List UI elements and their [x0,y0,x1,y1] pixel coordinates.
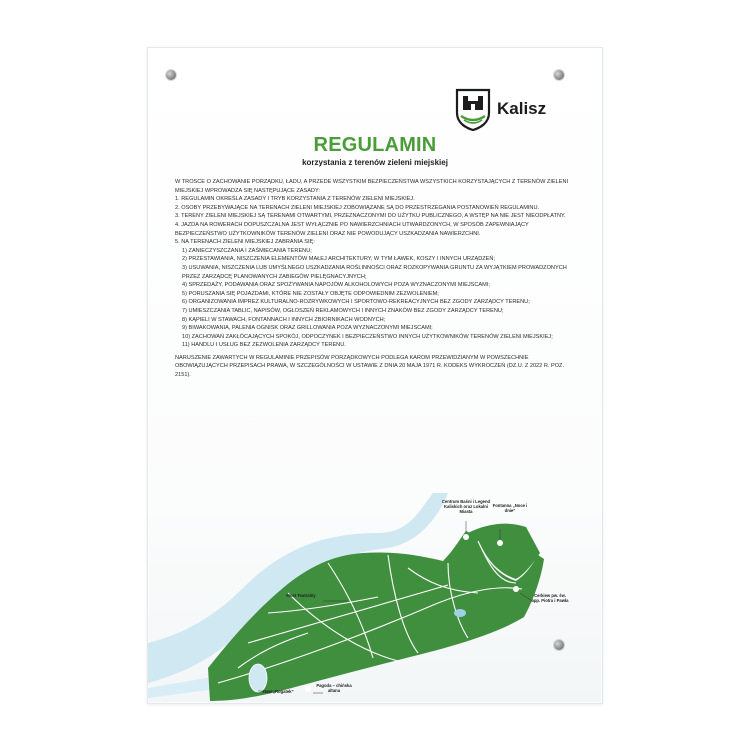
rule-item: 3. TERENY ZIELENI MIEJSKIEJ SĄ TERENAMI OTWARTYMI, PRZEZNACZONYMI DO UŻYTKU PUBLICZNEGO, A WSTĘP NA NIE JEST NIEODPŁATNY. [175,213,566,220]
screw-top-right [554,70,564,80]
rule-item: 2. OSOBY PRZEBYWAJĄCE NA TERENACH ZIELENI MIEJSKIEJ ZOBOWIĄZANE SĄ DO PRZESTRZEGANIA POSTANOWIEŃ REGULAMINU. [175,204,540,211]
rules-text [175,178,575,380]
rules-closing: NARUSZENIE ZAWARTYCH W REGULAMINIE PRZEPISÓW PORZĄDKOWYCH PODLEGA KAROM PRZEWIDZIANYM W POWSZECHNIE OBOWIĄZUJĄCYCH PRZEPISACH PRAWA, W SZCZEGÓLNOŚCI W USTAWIE Z DNIA 20 MAJA 1971 R. KODEKS WYKROCZEŃ (DZ.U. Z 2022 R. POZ. 2151). [175,354,565,379]
label-most-teatralny: Most Teatralny [286,593,316,598]
label-centrum: Centrum Baśni i Legend Kaliskich oraz Lokalni Miasta [441,499,491,514]
pond-rogatek [249,664,267,692]
kalisz-coat-of-arms-icon [455,87,491,131]
rule-subitem: 2) PRZESTAWIANIA, NISZCZENIA ELEMENTÓW MAŁEJ ARCHITEKTURY, W TYM ŁAWEK, KOSZY I INNYCH URZĄDZEŃ; [182,256,495,263]
rule-subitem: 6) ORGANIZOWANIA IMPREZ KULTURALNO-ROZRYWKOWYCH I SPORTOWO-REKREACYJNYCH BEZ ZGODY ZARZĄDCY TERENU; [182,299,530,306]
cerkiew-marker [513,586,519,592]
park-map [148,493,602,703]
pagoda-marker [305,686,311,692]
rule-subitem: 7) UMIESZCZANIA TABLIC, NAPISÓW, OGŁOSZEŃ REKLAMOWYCH I INNYCH ZNAKÓW BEZ ZGODY ZARZĄDCY TERENU; [182,307,504,314]
label-cerkiew: Cerkiew pw. św. app. Piotra i Pawła [531,593,569,603]
label-pagoda: Pagoda – chińska altana [316,683,352,693]
rule-subitem: 10) ZACHOWAŃ ZAKŁÓCAJĄCYCH SPOKÓJ, ODPOCZYNEK I BEZPIECZEŃSTWO INNYCH UŻYTKOWNIKÓW TERENÓW ZIELENI MIEJSKIEJ; [182,333,553,340]
screw-top-left [166,70,176,80]
rule-item: 4. JAZDA NA ROWERACH DOPUSZCZALNA JEST WYŁĄCZNIE PO NAWIERZCHNIACH UTWARDZONYCH, W SPOSÓB ZAPEWNIAJĄCY BEZPIECZEŃSTWO UŻYTKOWNIKÓW TERENÓW ZIELENI ORAZ NIE POWODUJĄCY USZKADZANIA NAWIERZCHNI. [175,221,529,237]
rule-subitem: 4) SPRZEDAŻY, PODAWANIA ORAZ SPOŻYWANIA NAPOJÓW ALKOHOLOWYCH POZA WYZNACZONYMI MIEJSCAMI; [182,282,490,289]
rule-subitem: 11) HANDLU I USŁUG BEZ ZEZWOLENIA ZARZĄDCY TERENU. [182,342,346,349]
page-subtitle: korzystania z terenów zieleni miejskiej [302,158,448,167]
rule-item: 1. REGULAMIN OKREŚLA ZASADY I TRYB KORZYSTANIA Z TERENÓW ZIELENI MIEJSKIEJ. [175,196,415,203]
kalisz-logo [455,85,555,133]
logo-text: Kalisz [497,99,547,118]
fontanna-marker [497,540,503,546]
rule-subitem: 1) ZANIECZYSZCZANIA I ZAŚMIECANIA TERENU; [182,247,312,254]
pond-small [454,609,466,617]
label-fontanna: Fontanna „Noce i dnie” [492,503,528,513]
rules-intro: W TROSCE O ZACHOWANIE PORZĄDKU, ŁADU, A PRZEDE WSZYSTKIM BEZPIECZEŃSTWA WSZYSTKICH KORZYSTAJĄCYCH Z TERENÓW ZIELENI MIEJSKIEJ WPROWADZA SIĘ NASTĘPUJĄCE ZASADY: [175,179,569,194]
page-title: REGULAMIN [313,134,437,156]
rule-item: 5. NA TERENACH ZIELENI MIEJSKIEJ ZABRANIA SIĘ: [175,239,315,246]
centrum-marker [463,534,469,540]
rule-subitem: 3) USUWANIA, NISZCZENIA LUB UMYŚLNEGO USZKADZANIA ROŚLINNOŚCI ORAZ ROZKOPYWANIA GRUNTU ZA WYJĄTKIEM PROWADZONYCH PRZEZ ZARZĄDCĘ PLANOWANYCH ZABIEGÓW PIELĘGNACYJNYCH; [182,264,567,280]
rule-subitem: 5) PORUSZANIA SIĘ POJAZDAMI, KTÓRE NIE ZOSTAŁY OBJĘTE ODPOWIEDNIM ZEZWOLENIEM; [182,290,439,297]
rule-subitem: 8) KĄPIELI W STAWACH, FONTANNACH I INNYCH ZBIORNIKACH WODNYCH; [182,316,386,323]
label-staw: staw „Rogatek” [262,689,294,694]
regulation-board [147,47,603,704]
rule-subitem: 9) BIWAKOWANIA, PALENIA OGNISK ORAZ GRILLOWANIA POZA WYZNACZONYMI MIEJSCAMI; [182,325,433,332]
